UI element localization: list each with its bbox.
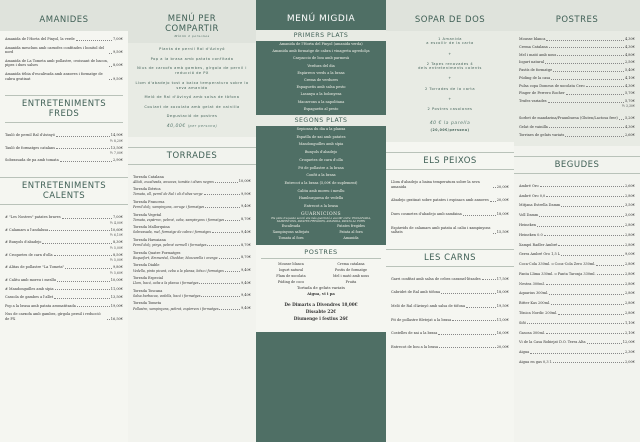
primer-item: Espaguetis amb salsa pesto (296, 85, 346, 90)
segon-item: Bunyols d'abadejo (304, 150, 338, 155)
column-postres-begudes (514, 0, 640, 442)
primer-item: Espaguetis al pesto (303, 106, 339, 111)
section-title-torrades: TORRADES (128, 147, 256, 165)
section-title-compartir: MENÚ PER COMPARTIR Mínim 2 persones (128, 0, 256, 43)
sopar-price-note: (20,00€/persona) (430, 127, 470, 132)
segon-item: Confit a la brasa (306, 173, 336, 178)
column-compartir-torrades (128, 0, 256, 442)
menu-item: Fanta Llima 330ml. o Fanta Taronja 330ml. 2,80€ (519, 271, 635, 276)
menu-item: Dues cosmetes d'abadejo amb samfaina 18,00€ (391, 212, 509, 217)
menu-item: Tauló de pernil Ral d'Avinyó 14,90€ (5, 133, 123, 138)
torrada-item: Torrada Hawaiana Pernil dolç, pinya, pebrot vermell i formatges 8,70€ (133, 237, 251, 248)
primers-list (261, 41, 381, 113)
torrada-item: Torrada Mallorquina Sobrassada, mel, formatge de cabra i formatges 9,40€ (133, 225, 251, 235)
menu-item: Costelles de xai a la brasa 16,00€ (391, 331, 509, 336)
postres-list (514, 31, 640, 146)
postre-item: Mel i mató amb nous (332, 274, 370, 279)
segon-item: Hamburguesa de vedella (298, 196, 344, 201)
guarnicio-item: Patates fregides (337, 224, 365, 229)
sopar-line: 2 Postres casolanes (427, 107, 473, 112)
amanides-list (5, 37, 123, 81)
menu-item: Amanida mesclum amb carxofes confitades i bonitol del nord 9,50€ (5, 45, 123, 55)
sopar-line: + (448, 76, 452, 81)
compartir-item: Pop a la brasa amb patata confitada (150, 56, 234, 61)
begudes-list (519, 184, 635, 365)
menu-item: # Calamars a l'andalusa 10,60€ (5, 227, 123, 232)
menu-item: Amanida de l'Horta del Pinyol, la verde 7,00€ (5, 37, 123, 41)
menu-item: Sifó 1,10€ (519, 320, 635, 325)
menu-item: # Bunyols d'abadejo 8,30€ (5, 240, 123, 245)
compartir-list (128, 43, 256, 137)
sopar-price: 40 € la parella (429, 120, 471, 126)
price-saturday: Dissabte 22€ (305, 309, 337, 315)
menu-item: Gelat de vainilla 4,30€ (519, 124, 635, 129)
migdia-postres-title: POSTRES (261, 245, 381, 259)
segon-item: Entrecot a la brasa (304, 204, 338, 209)
torrada-item: Torrada Francesa Pernil dolç, xampinyons, ceruge i formatges 9,40€ (133, 199, 251, 210)
primer-item: Espàrrecs verds a la brasa (297, 70, 345, 75)
menu-item: Mel i mató amb nous 4,80€ (519, 52, 635, 57)
postre-item: Fruita (345, 280, 357, 285)
primer-item: Amanida de l'Horta del Pinyol (amanida verda) (279, 42, 363, 46)
section-title-carns: LES CARNS (386, 249, 514, 267)
half-price: ½ 8,20€ (109, 138, 123, 143)
menu-item: Sorbet de mandarina/Fraunbuesa (Gluten/Lactosa free) 5,20€ (519, 116, 635, 121)
menu-item: Vi de la Casa Robiejat D.O. Terra Alta 12,00€ (519, 340, 635, 345)
guarnicio-item: Xampinyons saltejats (272, 230, 310, 235)
section-title-begudes: BEGUDES (514, 156, 640, 174)
menu-item: Voll Damm 3,00€ (519, 213, 635, 218)
sopar-line: a escollir de la carta (426, 41, 474, 46)
half-price: ½ 3,30€ (621, 104, 635, 109)
menu-item: Mitjana Estrella Damm 3,50€ (519, 203, 635, 208)
menu-item: Pop a la brasa amb patata aromatitzada 19,00€ (5, 303, 123, 308)
torrada-item: Torrada Especial Llom, bacó, ceba a la planxa i formatges 9,40€ (133, 276, 251, 286)
menu-item: Mousse blanca 4,30€ (519, 37, 635, 41)
menu-item: Abadejo gratinat sobre patates i espinacs amb anxoves 20,00€ (391, 198, 509, 203)
freds-list (5, 133, 123, 163)
menu-item: Gerra Ambré Oro 1,5 L 9,00€ (519, 252, 635, 257)
menu-migdia-title: MENÚ MIGDIA (286, 14, 356, 24)
torrada-item: Torrada Toscana Salsa barbacoa, vedella, bacó i formatges 9,40€ (133, 288, 251, 298)
half-price: ½ 5,00€ (109, 258, 123, 263)
menu-item: Tònica Nordic 200ml. 2,80€ (519, 310, 635, 315)
menu-item: Finger de Ferrero Rocher 5,70€ (519, 91, 635, 96)
calents-list (5, 215, 123, 322)
postre-item: Flam de xocolata (276, 274, 306, 279)
menu-item: Tauló de formatges catalans 13,50€ (5, 145, 123, 150)
guarnicions-title: GUARNICIONS (301, 211, 341, 217)
menu-item: Espàrrids de calamars amb patata al caliu i xampinyons saltats 15,50€ (391, 225, 509, 235)
compartir-price: 40,00€ (per persona) (166, 123, 218, 129)
price-sunday: Diumenge i festius 26€ (293, 316, 349, 322)
postre-item: Púding de coco (277, 280, 305, 285)
menu-item: Trufes variades 5,70€ (519, 99, 635, 104)
sopar-list (386, 31, 514, 142)
torrades-list (133, 175, 251, 311)
carns-list (391, 277, 509, 350)
torrada-item: Torrada Quatre Formatges Roquefort, Emmental, Cheddar, Mozzarella i orenga 8,70€ (133, 250, 251, 260)
menu-item: Pastís de formatge 5,40€ (519, 68, 635, 73)
menu-item: Nus de carxofa amb gambes, gírgola pernil i reducció de PX 16,50€ (5, 312, 123, 321)
postre-item: Mousse blanca (278, 262, 304, 267)
menu-item: Iogurt natural 2,50€ (519, 60, 635, 65)
menu-item: Aquarius 300ml. 2,80€ (519, 291, 635, 296)
menu-item: Amanida tèbia d'escalivada amb anxoves i formatge de cabra gratinat 9,50€ (5, 71, 123, 81)
sopar-line: 2 Tapes renovades 4 (426, 61, 474, 66)
segon-item: Croquetes de carn d'olla (299, 157, 343, 162)
menu-item: Garri confitat amb salsa de cebes caramel·litzades 17,50€ (391, 276, 509, 281)
section-title-postres: POSTRES (514, 0, 640, 31)
guarnicions-note: Els plats d'aquesta secció ens més guarnició a escollir entre: ESCALIVADA, XAMPINYONS, PATATES FREGIDES, AMANIDA, PATATA AL FORN (271, 216, 371, 224)
sopar-line: 2 Torrades de la carta (424, 86, 476, 91)
menu-item: Meló de Ral d'Avinyó amb salsa de tòfona 19,50€ (391, 304, 509, 309)
segon-item: Pit de pollastre a la brasa (298, 165, 344, 170)
menu-item: Entrecot de bou a la brasa 20,00€ (391, 344, 509, 349)
section-title-sopar: SOPAR DE DOS (386, 0, 514, 31)
primer-item: Macarrons a la napolitana (297, 99, 345, 104)
menu-item: Ambré Oro 0,0 2,80€ (519, 193, 635, 198)
primer-item: Amanida amb formatge de cabra i vinagreta agredolça (272, 49, 370, 54)
postre-item: Tortada de gelats variats (297, 285, 345, 291)
column-sopar-peixos-carns (386, 0, 514, 442)
guarnicio-item: Escalivada (281, 224, 301, 229)
menu-item: Cassola de gambes a l'allet 13,50€ (5, 295, 123, 300)
menu-item: Amanida de La Tometa amb pollastre, croissant de bacon, pipes i dues salses 8,00€ (5, 58, 123, 68)
menu-item: Pulsa copa Domeus de xocolata Cero 4,30€ (519, 83, 635, 88)
half-price: ½ 5,60€ (109, 270, 123, 275)
segons-title: SEGONS PLATS (256, 115, 386, 126)
menu-item: Heineken 2,80€ (519, 222, 635, 227)
torrada-item: Torrada Catalana Allioli, escalivada, anxoves, tomàta i olives negres 10,00€ (133, 174, 251, 184)
half-price: ½ 7,00€ (109, 151, 123, 156)
torrada-item: Torrada Ibèrica Tomata, all, pernil de Ral i oli d'oliva verge 9,90€ (133, 187, 251, 197)
half-price: ½ 4,00€ (109, 220, 123, 225)
menu-item: # Mandonguilles amb sípia 11,00€ (5, 286, 123, 291)
sopar-line: + (448, 97, 452, 102)
postre-item: Iogurt natural (278, 268, 304, 273)
menu-item: Nestea 300ml. 2,80€ (519, 281, 635, 286)
menu-item: Torrines de gelats variats 2,60€ (519, 133, 635, 138)
compartir-subtitle: Mínim 2 persones (174, 34, 210, 38)
segon-item: Espatlla de xai amb patates (296, 134, 346, 139)
sopar-line: 1 Amanida (438, 37, 462, 41)
menu-item: Sobrassada de pa amb tomata 2,90€ (5, 158, 123, 163)
menu-item: Aigua 2,30€ (519, 350, 635, 355)
menu-item: Crema Catalana 4,30€ (519, 44, 635, 49)
compartir-item: Nius de carxofa amb gambes, gírgola de pernil i reducció de PX (137, 66, 247, 75)
half-price: ½ 5,00€ (109, 245, 123, 250)
compartir-item: Llom d'abadejo tost a baixa temperatura sobre la seva amanida (135, 80, 249, 90)
segons-list (261, 126, 381, 211)
menu-item: Aigua en gas 0,3 l. 2,00€ (519, 359, 635, 364)
column-amanides (0, 0, 128, 442)
migdia-postres-box (256, 245, 386, 332)
section-title-peixos: ELS PEIXOS (386, 152, 514, 170)
menu-item: Llom d'abadejo a baixa temperatura sobre la seva amanida 20,00€ (391, 180, 509, 189)
section-title-calents: ENTRETENIMENTS CALENTS (0, 177, 128, 205)
segon-item: Calitu amb moreu i mesllu (297, 188, 345, 193)
primer-item: Carpaccio de bou amb parmesà (292, 56, 350, 61)
menu-item: # Alitas de pollastre "La Tometa" 9,80€ (5, 265, 123, 270)
menu-item: Bitter Kas 200ml. 2,80€ (519, 301, 635, 306)
menu-item: # "Les Nostres" patates braves 7,00€ (5, 214, 123, 219)
postre-item: Postis de formatge (334, 268, 368, 273)
half-price: ½ 6,10€ (109, 233, 123, 238)
torrada-item: Torrada Tometa Pollastre, xampinyons, pebrot, espàrrecs i formatges 9,40€ (133, 301, 251, 311)
menu-item: Cabridet de Ral amb tòfona 18,00€ (391, 290, 509, 295)
menu-item: Coca-Cola 330ml. o Coca-Cola Zero 330ml. 2,80€ (519, 262, 635, 267)
compartir-item: Degustació de postres (166, 114, 218, 118)
menu-item: Heineken 0.0 2,80€ (519, 232, 635, 237)
primer-item: Crema de verdures (303, 78, 339, 83)
postre-item: Crema catalana (337, 262, 365, 267)
compartir-item: Meló de Ral d'Avinyó amb salsa de tòfona (144, 95, 240, 99)
guarnicio-item: Amanida (343, 236, 359, 241)
guarnicio-item: Tomata al forn (278, 236, 304, 241)
peixos-list (391, 180, 509, 235)
segon-item: Mandonguilles amb sípia (298, 142, 344, 147)
sopar-line: + (448, 51, 452, 56)
price-weekdays: De Dimarts a Divendres 18,00€ (284, 302, 358, 308)
aigua-vi-pa: Aigua, vi i pa (307, 291, 335, 297)
segon-item: Entrecot a la brasa (5,00€ de suplement) (284, 180, 358, 185)
torrada-item: Torrada Vegetal Tomata, espàrrec, pebrot, ceba, xampinyons i formatges 8,70€ (133, 212, 251, 222)
column-menu-migdia (256, 0, 386, 442)
migdia-postres-list (261, 261, 381, 285)
menu-item: Púding de la casa 4,10€ (519, 75, 635, 80)
primers-title: PRIMERS PLATS (256, 30, 386, 41)
menu-item: Gasosa 300ml. 2,10€ (519, 330, 635, 335)
primer-item: Lasanya a la bolonyesa (300, 92, 342, 97)
segon-item: Sepionsa du dia a la planxa (296, 127, 346, 132)
menu-item: # Croquetes de carn d'olla 8,50€ (5, 252, 123, 257)
compartir-item: Coulant de xocolata amb gelat de vainilla (144, 104, 240, 109)
section-title-freds: ENTRETENIMENTS FREDS (5, 95, 123, 123)
section-title-amanides: AMANIDES (0, 0, 128, 31)
guarnicions-list (261, 223, 381, 241)
guarnicio-item: Patata al forn (339, 230, 363, 235)
menu-item: Ambré Oro 2,60€ (519, 183, 635, 188)
menu-item: Xampú Radler Ambré 2,80€ (519, 242, 635, 247)
torrada-item: Torrada Diable Vedella, pinto picant, ceba a la planxa, bitxo i formatges 9,40€ (133, 263, 251, 273)
compartir-item: Planta de pernil Ral d'Avinyó (159, 47, 225, 51)
menu-item: Pit de pollastre filetejat a la brasa 11,00€ (391, 317, 509, 322)
primer-item: Verdura del dia (307, 63, 335, 68)
menu-item: # Calitu amb moreu i mesllu 10,00€ (5, 277, 123, 282)
sopar-line: dels entreteniments calents (418, 66, 482, 71)
